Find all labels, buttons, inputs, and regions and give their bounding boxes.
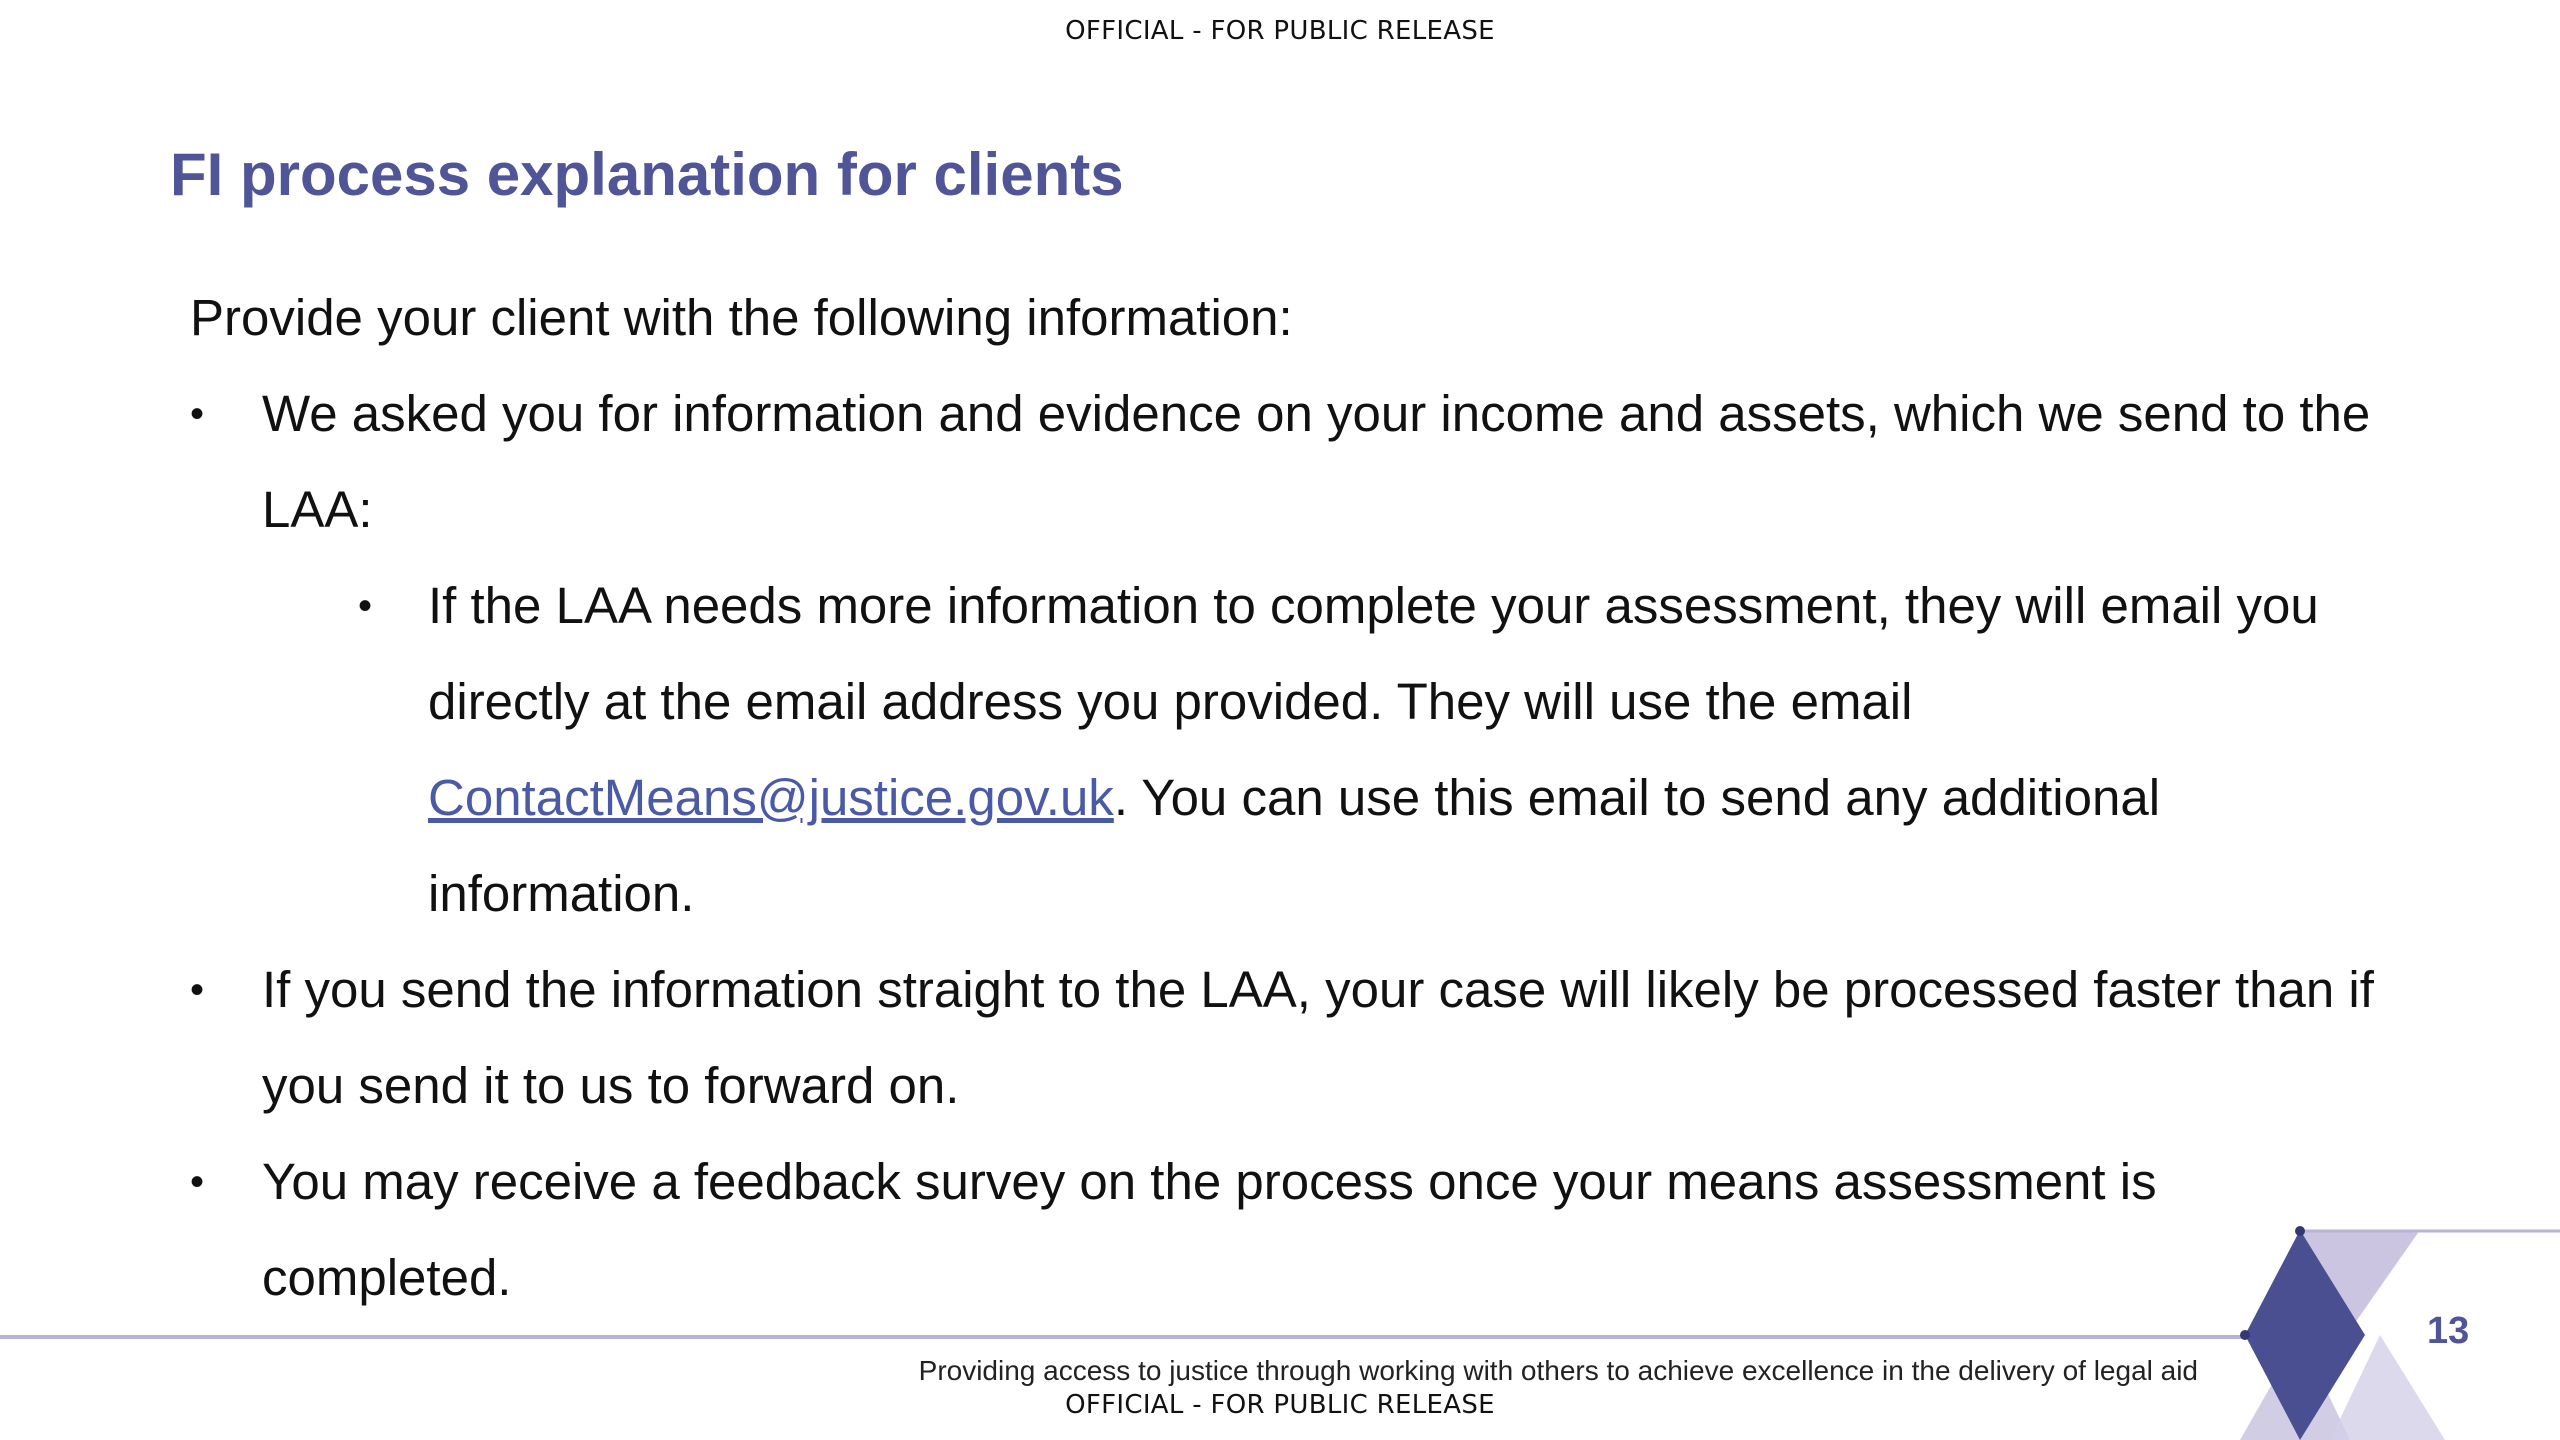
slide-body: [190, 270, 2410, 1326]
bullet-item-2: [190, 942, 2410, 1134]
bullet-icon: •: [358, 584, 373, 628]
bullet-list: [190, 366, 2410, 1326]
bullet-text-1: We asked you for information and evidence on your income and assets, which we send to the LAA:: [262, 385, 2371, 538]
bullet-icon: •: [190, 392, 205, 436]
sub-bullet-text-before: If the LAA needs more information to complete your assessment, they will email you directly at the email address you provided. They will use the email: [428, 577, 2319, 730]
page-number: 13: [2427, 1310, 2470, 1352]
slide-title: FI process explanation for clients: [170, 141, 1124, 208]
bullet-icon: •: [190, 1160, 205, 1204]
bullet-icon: •: [190, 968, 205, 1012]
sub-bullet-item-1: [262, 558, 2410, 942]
bullet-item-1: [190, 366, 2410, 942]
bullet-text-2: If you send the information straight to the LAA, your case will likely be processed faster than if you send it to us to forward on.: [262, 961, 2374, 1114]
sub-bullet-text-after: . You can use this email to send any additional information.: [428, 769, 2161, 922]
bullet-text-3: You may receive a feedback survey on the process once your means assessment is completed.: [262, 1153, 2157, 1306]
classification-marking-top: OFFICIAL - FOR PUBLIC RELEASE: [1065, 16, 1495, 46]
intro-text: Provide your client with the following information:: [190, 289, 1293, 346]
footer-tagline: Providing access to justice through working with others to achieve excellence in the delivery of legal aid: [918, 1355, 2198, 1386]
sub-bullet-list: [262, 558, 2410, 942]
classification-marking-bottom: OFFICIAL - FOR PUBLIC RELEASE: [1065, 1390, 1495, 1420]
email-link[interactable]: ContactMeans@justice.gov.uk: [428, 769, 1114, 826]
footer-divider: [0, 1335, 2250, 1339]
bullet-item-3: [190, 1134, 2410, 1326]
